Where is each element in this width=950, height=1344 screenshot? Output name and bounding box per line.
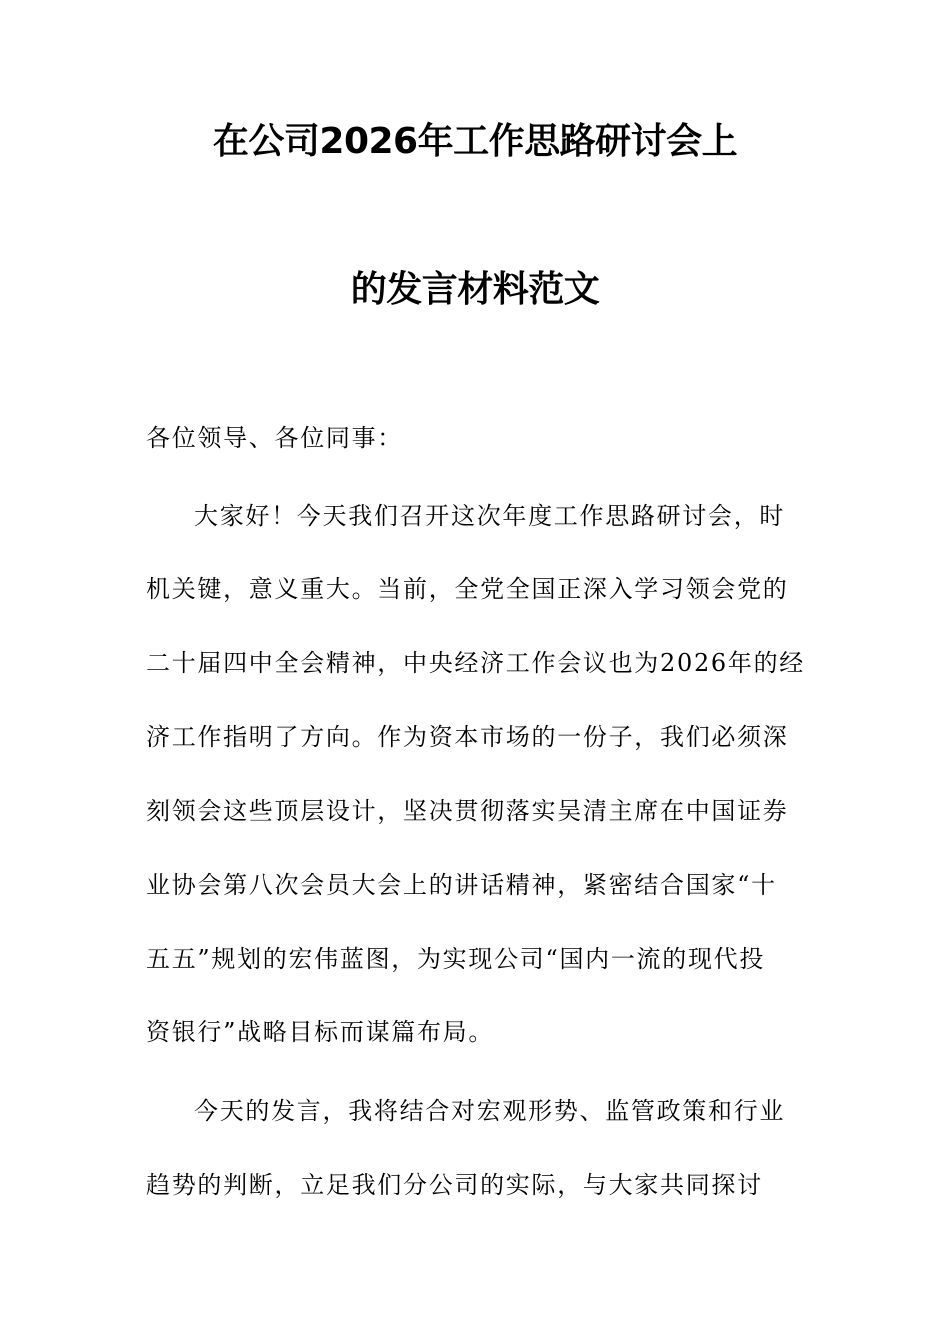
paragraph-1-line-6: 业协会第八次会员大会上的讲话精神，紧密结合国家“十 xyxy=(146,871,777,899)
paragraph-1-line-7: 五五”规划的宏伟蓝图，为实现公司“国内一流的现代投 xyxy=(146,945,766,973)
document-title-line-1: 在公司2026年工作思路研讨会上 xyxy=(212,121,738,162)
salutation: 各位领导、各位同事： xyxy=(146,424,403,452)
paragraph-1-line-3: 二十届四中全会精神，中央经济工作会议也为2026年的经 xyxy=(146,649,805,677)
document-title-line-2: 的发言材料范文 xyxy=(350,269,600,310)
paragraph-1-line-8: 资银行”战略目标而谋篇布局。 xyxy=(146,1018,495,1046)
paragraph-1-line-1: 大家好！今天我们召开这次年度工作思路研讨会，时 xyxy=(194,502,786,530)
paragraph-2-line-1: 今天的发言，我将结合对宏观形势、监管政策和行业 xyxy=(194,1097,786,1125)
paragraph-1-line-2: 机关键，意义重大。当前，全党全国正深入学习领会党的 xyxy=(146,575,789,603)
paragraph-1-line-4: 济工作指明了方向。作为资本市场的一份子，我们必须深 xyxy=(146,723,789,751)
paragraph-1-line-5: 刻领会这些顶层设计，坚决贯彻落实吴清主席在中国证券 xyxy=(146,797,789,825)
paragraph-2-line-2: 趋势的判断，立足我们分公司的实际，与大家共同探讨 xyxy=(146,1171,763,1199)
